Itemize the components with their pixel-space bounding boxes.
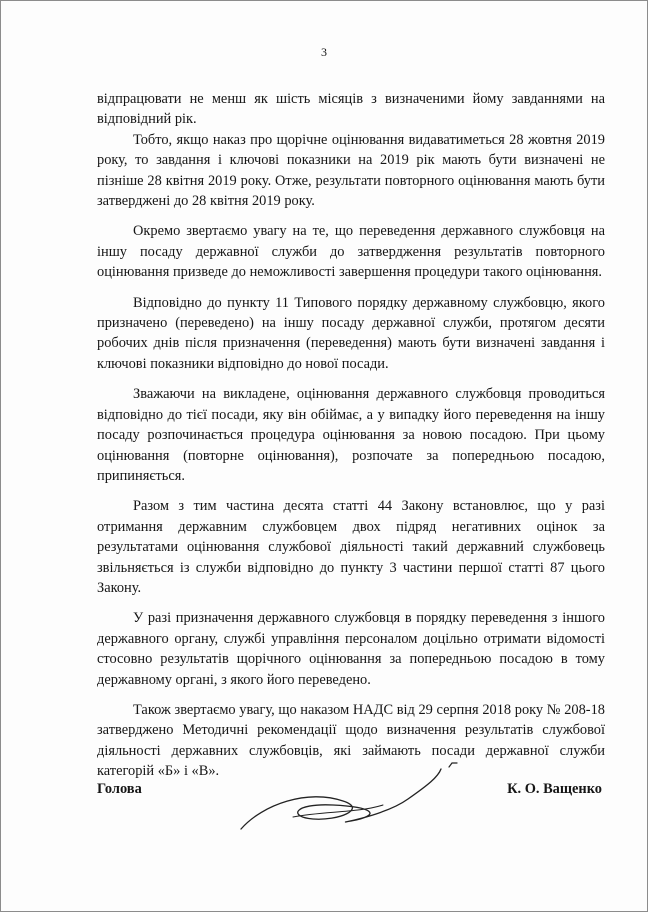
paragraph-typical-order: Відповідно до пункту 11 Типового порядку державному службовцю, якого призначено (переведено) на іншу посаду державної служби, протягом десяти робочих днів після призначення (переведення) мають бути визначені завдання і ключові показники відповідно до нової посади. [97,294,605,372]
signatory-name: К. О. Ващенко [507,781,602,797]
paragraph-methodical-recommendations: Також звертаємо увагу, що наказом НАДС від 29 серпня 2018 року № 208-18 затверджено Методичні рекомендації щодо визначення результатів службової діяльності державних службовців, які займають посади державної служби категорій «Б» і «В». [97,701,605,780]
page-number: 3 [321,45,327,59]
document-body [97,89,605,782]
paragraph-deadline: Тобто, якщо наказ про щорічне оцінювання видаватиметься 28 жовтня 2019 року, то завдання і ключові показники на 2019 рік мають бути визначені не пізніше 28 квітня 2019 року. Отже, результати повторного оцінювання мають бути затверджені до 28 квітня 2019 року. [97,131,605,210]
paragraph-transfer-other-body: У разі призначення державного службовця в порядку переведення з іншого державного органу, службі управління персоналом доцільно отримати відомості стосовно результатів щорічного оцінювання за попередньою посадою в тому державному органі, з якого його переведено. [97,610,605,688]
signatory-title: Голова [97,781,142,797]
handwritten-signature [233,759,473,849]
paragraph-transfer-warning: Окремо звертаємо увагу на те, що переведення державного службовця на іншу посаду державної служби до затвердження результатів повторного оцінювання призведе до неможливості завершення процедури такого оцінювання. [97,223,605,281]
paragraph-evaluation-position: Зважаючи на викладене, оцінювання державного службовця проводиться відповідно до тієї посади, яку він обіймає, а у випадку його переведення на іншу посаду розпочинається процедура оцінювання за новою посадою. При цьому оцінювання (повторне оцінювання), розпочате за попередньою посадою, припиняється. [97,386,605,484]
paragraph-law-article: Разом з тим частина десята статті 44 Закону встановлює, що у разі отримання державним службовцем двох підряд негативних оцінок за результатами оцінювання службової діяльності такий державний службовець звільняється із служби відповідно до пункту 3 частини першої статті 87 цього Закону. [97,498,605,596]
paragraph-continuation: відпрацювати не менш як шість місяців з визначеними йому завданнями на відповідний рік. [97,91,605,128]
